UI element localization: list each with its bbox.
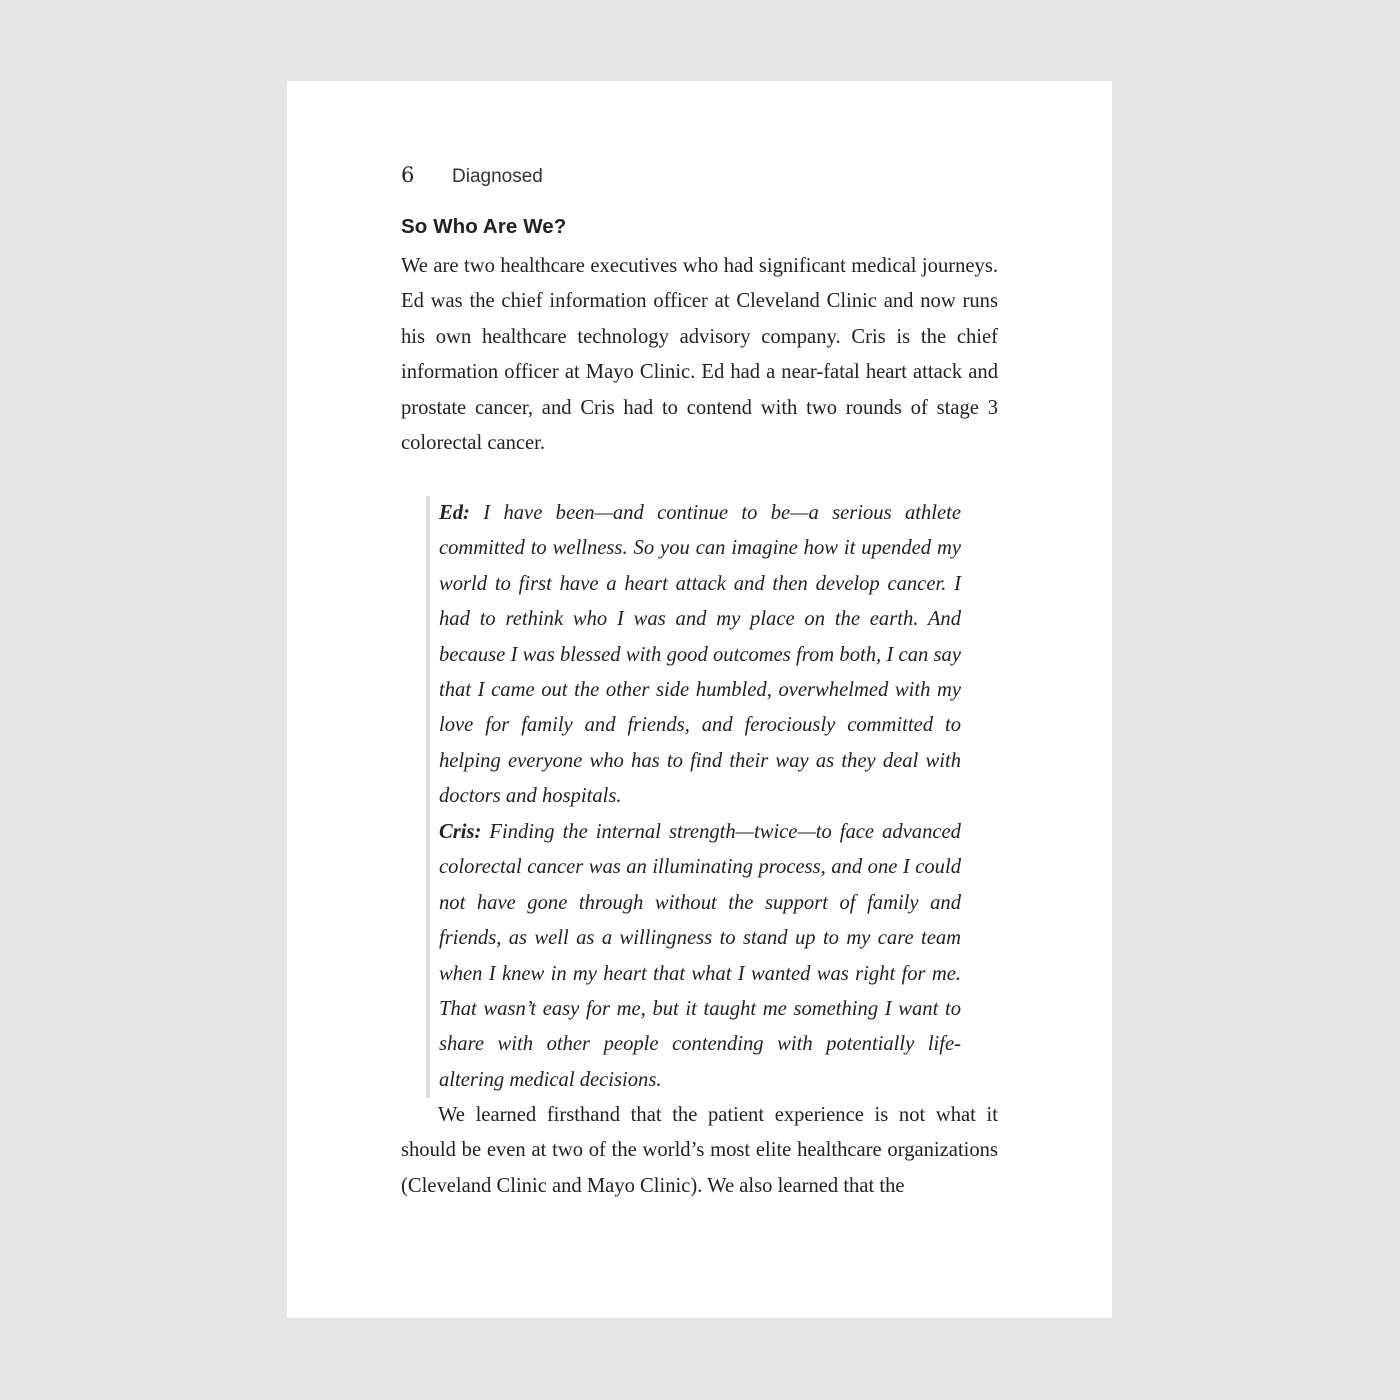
section-heading: So Who Are We? (401, 215, 567, 238)
cris-quote-text: Finding the internal strength—twice—to face advanced colorectal cancer was an illuminating process, and one I could not have gone through without the support of family and friends, as well as a willingness to stand up to my care team when I knew in my heart that what I wanted was right for me. That wasn’t easy for me, but it taught me something I want to share with other people contending with potentially life-altering medical decisions. (439, 821, 961, 1091)
cris-quote (426, 815, 961, 1098)
book-page (287, 81, 1112, 1318)
running-head (401, 163, 998, 193)
ed-quote-text: I have been—and continue to be—a serious athlete committed to wellness. So you can imagine how it upended my world to first have a heart attack and then develop cancer. I had to rethink who I was and my place on the earth. And because I was blessed with good outcomes from both, I can say that I came out the other side humbled, overwhelmed with my love for family and friends, and ferociously committed to helping everyone who has to find their way as they deal with doctors and hospitals. (439, 502, 961, 808)
ed-quote-speaker: Ed: (439, 502, 470, 524)
intro-paragraph: We are two healthcare executives who had significant medical journeys. Ed was the chief information officer at Cleveland Clinic and now runs his own healthcare technology advisory company. Cris is the chief information officer at Mayo Clinic. Ed had a near-fatal heart attack and prostate cancer, and Cris had to contend with two rounds of stage 3 colorectal cancer. (401, 255, 998, 455)
cris-quote-speaker: Cris: (439, 821, 482, 843)
closing-paragraph: We learned firsthand that the patient experience is not what it should be even at two of the world’s most elite healthcare organizations (Cleveland Clinic and Mayo Clinic). We also learned that the (401, 1104, 998, 1197)
page-number: 6 (401, 163, 415, 187)
running-title: Diagnosed (452, 166, 543, 187)
ed-quote (426, 496, 961, 815)
